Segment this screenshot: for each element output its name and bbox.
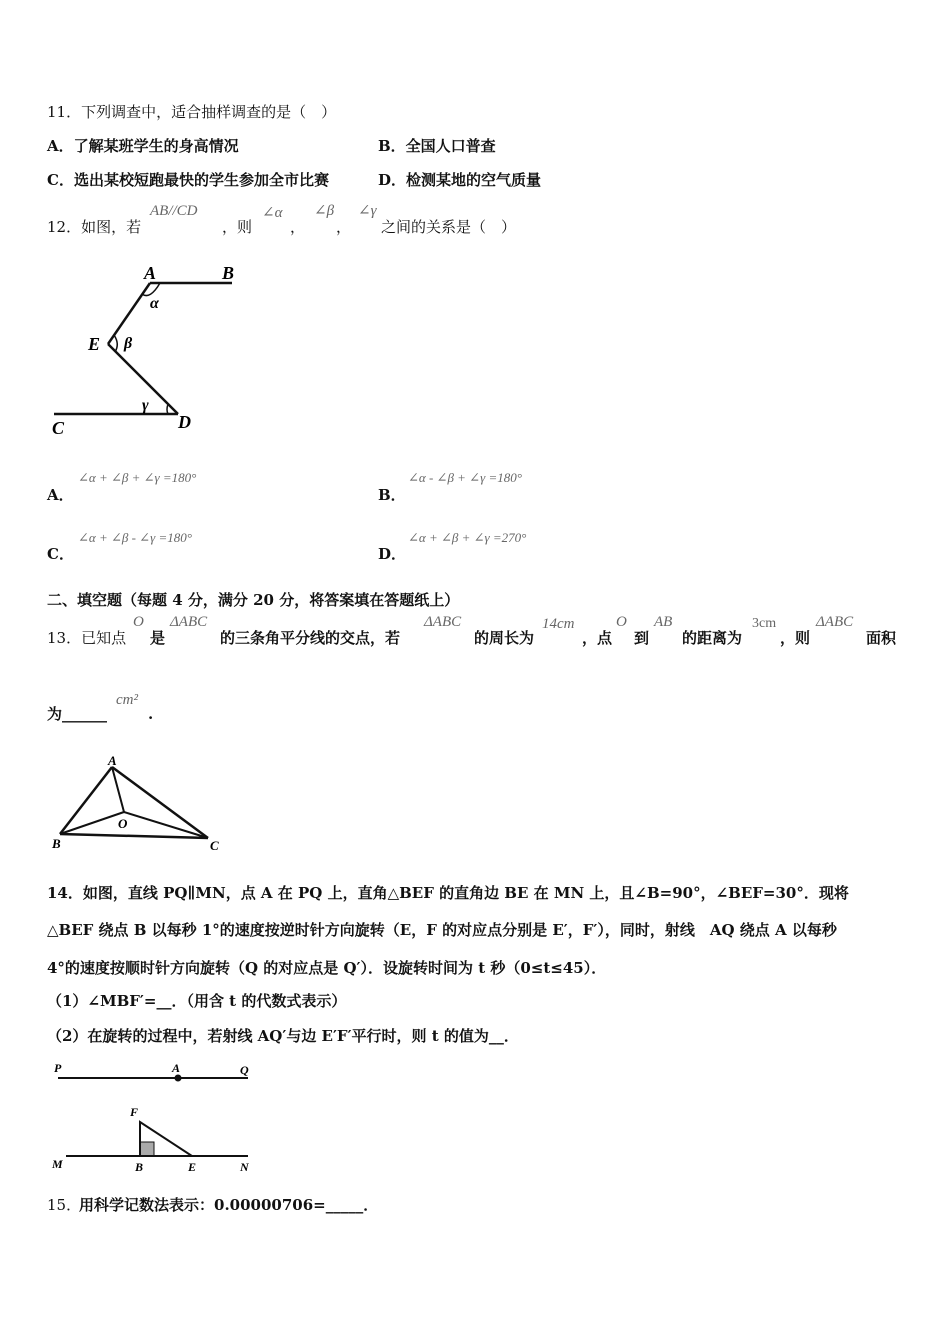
q12-angle-beta: ∠β	[314, 203, 335, 219]
q12-option-d-expr: ∠α + ∠β + ∠γ =270°	[408, 530, 527, 545]
right-angle-mark	[140, 1142, 154, 1156]
q12-option-b-expr: ∠α - ∠β + ∠γ =180°	[408, 470, 522, 485]
q13-p6: 到	[634, 629, 650, 647]
q12-condition: AB//CD	[150, 203, 198, 219]
q12-sep1: ，	[290, 218, 306, 236]
label-e: E	[88, 334, 101, 354]
q12-figure	[44, 258, 254, 438]
q13-point-o-2: O	[616, 614, 627, 630]
q13-p9: 面积	[866, 629, 897, 647]
q13-p3: 的三条角平分线的交点，若	[220, 629, 401, 647]
label-gamma: γ	[142, 397, 149, 414]
q12-prefix: 12．如图，若	[47, 218, 142, 236]
label-o: O	[118, 816, 128, 831]
label-d: D	[178, 412, 191, 432]
point-a	[175, 1075, 182, 1082]
label-beta: β	[124, 335, 133, 352]
label-m: M	[52, 1157, 63, 1171]
q14-figure	[48, 1058, 268, 1176]
arc-gamma	[167, 404, 168, 414]
q13-p8: ，则	[780, 629, 811, 647]
label-p: P	[54, 1061, 62, 1075]
label-q: Q	[240, 1063, 249, 1077]
label-e: E	[188, 1160, 197, 1174]
q13-figure	[48, 752, 228, 857]
q13-point-o: O	[133, 614, 144, 630]
q11-option-b: B．全国人口普查	[378, 137, 496, 155]
q13-perimeter: 14cm	[542, 616, 575, 632]
q13-p1: 13．已知点	[47, 629, 127, 647]
q13-triangle-1: ΔABC	[170, 614, 208, 630]
side-ab	[60, 767, 112, 834]
label-a: A	[144, 263, 157, 283]
label-c: C	[52, 418, 65, 438]
q14-sub1: （1）∠MBF′=__．（用含 t 的代数式表示）	[47, 992, 347, 1010]
section-heading: 二、填空题（每题 4 分，满分 20 分，将答案填在答题纸上）	[47, 591, 460, 609]
q13-p5: ，点	[582, 629, 613, 647]
q11-option-d: D．检测某地的空气质量	[378, 171, 542, 189]
label-b: B	[222, 263, 235, 283]
q13-triangle-3: ΔABC	[816, 614, 854, 630]
q13-unit: cm²	[116, 692, 138, 708]
q13-p7: 的距离为	[682, 629, 743, 647]
q12-then: ，则	[222, 218, 253, 236]
q11-option-a: A．了解某班学生的身高情况	[47, 137, 239, 155]
q12-suffix: 之间的关系是（ ）	[381, 218, 517, 236]
bisector-c	[124, 812, 208, 838]
q13-segment-ab: AB	[654, 614, 673, 630]
q11-option-c: C．选出某校短跑最快的学生参加全市比赛	[47, 171, 329, 189]
label-f: F	[130, 1105, 139, 1119]
side-bc	[60, 834, 208, 838]
q13-distance: 3cm	[752, 616, 777, 631]
q14-line1: 14．如图，直线 PQ∥MN，点 A 在 PQ 上，直角△BEF 的直角边 BE 在 MN 上，且∠B=90°，∠BEF=30°．现将	[47, 884, 849, 902]
label-c: C	[210, 838, 219, 853]
q14-line3: 4°的速度按顺时针方向旋转（Q 的对应点是 Q′）．设旋转时间为 t 秒（0≤t≤45）．	[47, 959, 607, 977]
q13-p4: 的周长为	[474, 629, 535, 647]
label-n: N	[240, 1160, 249, 1174]
q12-option-a-label: A．	[47, 486, 74, 504]
label-a: A	[172, 1061, 181, 1075]
q11-stem: 11．下列调查中，适合抽样调查的是（ ）	[47, 103, 337, 121]
q12-option-d-label: D．	[378, 545, 407, 563]
q12-angle-alpha: ∠α	[262, 205, 283, 221]
q12-option-c-label: C．	[47, 545, 74, 563]
q15-number: 15．	[47, 1196, 82, 1214]
q14-sub2: （2）在旋转的过程中，若射线 AQ′与边 E′F′平行时，则 t 的值为__．	[47, 1027, 519, 1045]
label-b: B	[135, 1160, 144, 1174]
q13-period: .	[148, 705, 154, 723]
label-alpha: α	[150, 295, 159, 312]
label-a: A	[108, 753, 117, 768]
q12-option-a-expr: ∠α + ∠β + ∠γ =180°	[78, 470, 197, 485]
q12-option-c-expr: ∠α + ∠β - ∠γ =180°	[78, 530, 192, 545]
q15-text: 用科学记数法表示：0.00000706=_____．	[79, 1196, 379, 1214]
q12-option-b-label: B．	[378, 486, 406, 504]
q14-line2: △BEF 绕点 B 以每秒 1°的速度按逆时针方向旋转（E，F 的对应点分别是 E′，F′），同时，射线 AQ 绕点 A 以每秒	[47, 921, 837, 939]
q12-sep2: ，	[336, 218, 352, 236]
q12-angle-gamma: ∠γ	[358, 203, 377, 219]
q13-triangle-2: ΔABC	[424, 614, 462, 630]
q13-answer-blank: 为______	[47, 705, 108, 723]
label-b: B	[52, 836, 61, 851]
q13-p2: 是	[150, 629, 166, 647]
